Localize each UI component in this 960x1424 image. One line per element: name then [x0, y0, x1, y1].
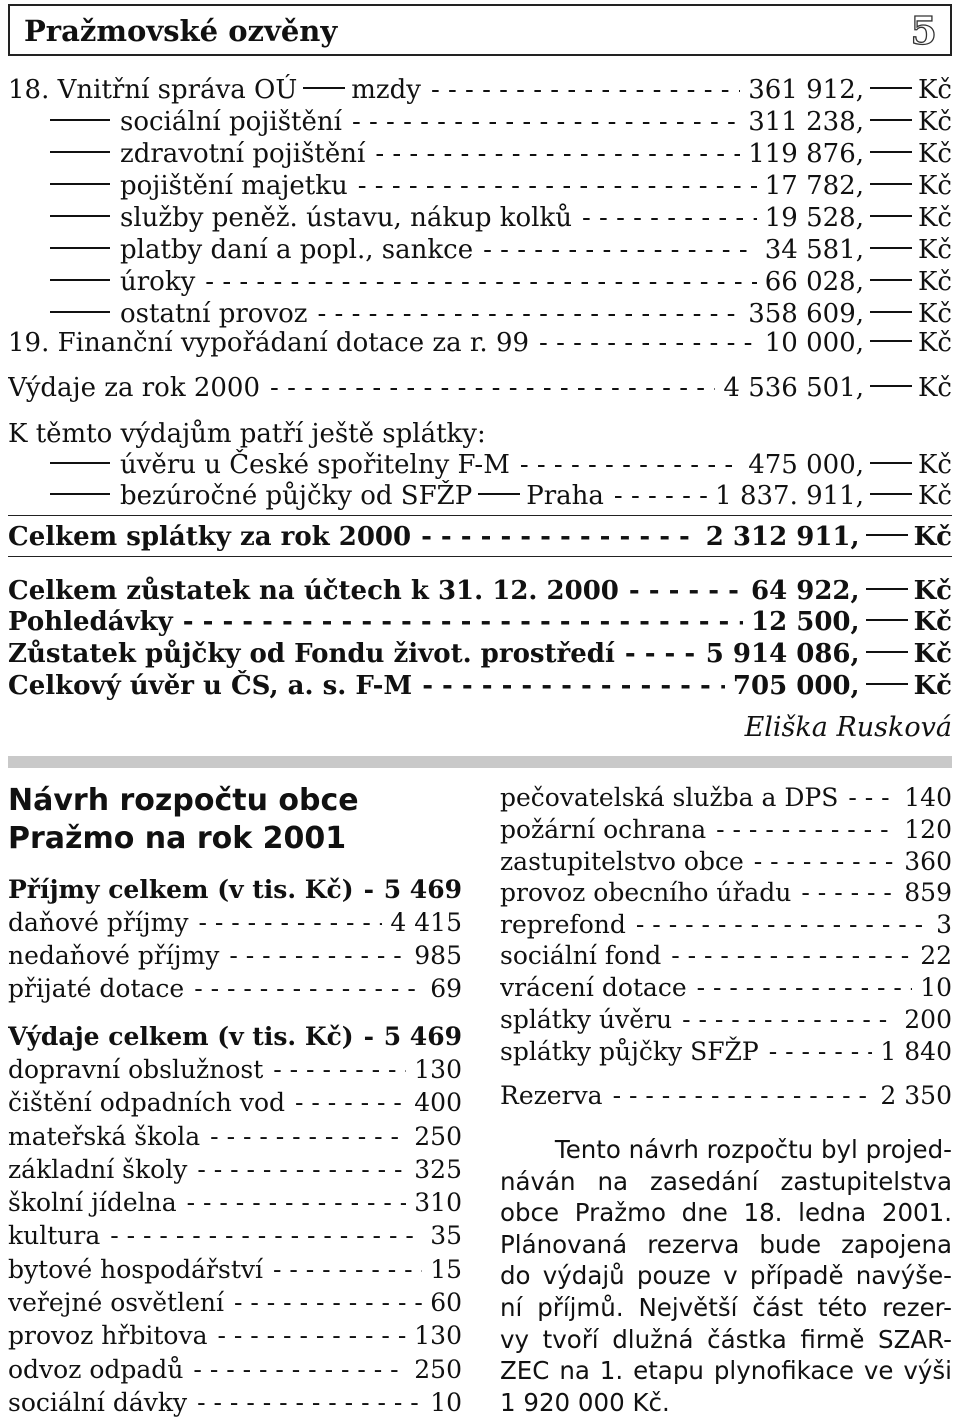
expense-row: [50, 202, 952, 234]
expense-row: [8, 1187, 462, 1219]
row-label: Celkový úvěr u ČS, a. s. F-M: [8, 671, 413, 701]
amount: 12 500,: [751, 607, 860, 637]
budget-note: [500, 1134, 952, 1418]
row-label: provoz hřbitova: [8, 1321, 208, 1350]
amount: 17 782,: [764, 171, 864, 201]
currency: Kč: [918, 299, 952, 329]
expense-row: [500, 814, 952, 846]
row-label: zastupitelstvo obce: [500, 847, 744, 876]
amount: 130: [414, 1055, 462, 1084]
row-label: Výdaje za rok 2000: [8, 373, 261, 403]
expense-row: [50, 138, 952, 170]
row-label: odvoz odpadů: [8, 1355, 184, 1384]
expense-total-row: [8, 1021, 462, 1053]
divider: [8, 515, 952, 516]
row-label: Pohledávky: [8, 607, 173, 637]
expense-row-wages: [8, 74, 952, 106]
leader-dashes: [234, 1287, 422, 1319]
row-label: sociální pojištění: [120, 107, 342, 137]
balance-row: [8, 606, 952, 638]
leader-dashes: [614, 480, 707, 512]
note-line: do výdajů pouze v případě navýše-: [500, 1261, 952, 1291]
note-line: obce Pražmo dne 18. ledna 2001.: [500, 1198, 952, 1228]
row-label: ostatní provoz: [120, 299, 308, 329]
row-label: 19. Finanční vypořádaní dotace za r. 99: [8, 328, 530, 358]
currency: Kč: [918, 267, 952, 297]
expense-row: [8, 1287, 462, 1319]
dash-mark: [50, 493, 110, 495]
amount: 34 581,: [764, 235, 864, 265]
budget-title-line2: Pražmo na rok 2001: [8, 821, 347, 856]
currency: Kč: [918, 373, 952, 403]
leader-dashes: [422, 670, 725, 702]
divider: [8, 556, 952, 557]
row-label: školní jídelna: [8, 1188, 177, 1217]
dash-mark: [50, 151, 110, 153]
dash-mark: [50, 119, 110, 121]
leader-dashes: [769, 1036, 873, 1068]
item-sublabel: mzdy: [351, 75, 421, 105]
leader-dashes: [273, 1254, 422, 1286]
currency: Kč: [918, 481, 952, 511]
expense-row: [50, 298, 952, 330]
leader-dashes: [229, 940, 406, 972]
row-label: zdravotní pojištění: [120, 139, 366, 169]
income-total-row: [8, 874, 462, 906]
expenses-total-row: [8, 372, 952, 404]
reserve-row: [500, 1080, 952, 1112]
expense-row: [500, 846, 952, 878]
dash-mark: [870, 247, 912, 249]
leader-dashes: [210, 1121, 406, 1153]
currency: Kč: [918, 203, 952, 233]
leader-dashes: [848, 782, 896, 814]
amount: 361 912,: [748, 75, 864, 105]
dash-mark: [50, 183, 110, 185]
amount: 475 000,: [748, 450, 864, 480]
row-label: nedaňové příjmy: [8, 941, 220, 970]
income-row: [8, 940, 462, 972]
author-signature: Eliška Rusková: [744, 712, 952, 743]
budget-title-line1: Návrh rozpočtu obce: [8, 783, 359, 818]
leader-dashes: [625, 638, 698, 670]
leader-dashes: [364, 1021, 376, 1053]
row-label: kultura: [8, 1221, 101, 1250]
expense-row: [8, 1254, 462, 1286]
row-label: platby daní a popl., sankce: [120, 235, 474, 265]
leader-dashes: [198, 907, 382, 939]
repayments-intro: K těmto výdajům patří ještě splátky:: [8, 419, 486, 449]
leader-dashes: [197, 1387, 422, 1419]
amount: 985: [414, 941, 462, 970]
amount: 400: [414, 1088, 462, 1117]
row-label: pečovatelská služba a DPS: [500, 783, 839, 812]
amount: 120: [904, 815, 952, 844]
amount: 69: [430, 974, 462, 1003]
leader-dashes: [697, 972, 913, 1004]
currency: Kč: [913, 607, 952, 637]
expense-row: [8, 1220, 462, 1252]
amount: 15: [430, 1255, 462, 1284]
dash-mark: [870, 151, 912, 153]
currency: Kč: [918, 107, 952, 137]
row-label: bezúročné půjčky od SFŽP: [120, 481, 473, 511]
amount: 64 922,: [751, 576, 860, 606]
leader-dashes: [539, 327, 757, 359]
leader-dashes: [197, 1154, 406, 1186]
expense-row: [8, 1154, 462, 1186]
currency: Kč: [913, 639, 952, 669]
amount: 119 876,: [748, 139, 864, 169]
row-label: úroky: [120, 267, 196, 297]
leader-dashes: [317, 298, 740, 330]
dash-mark: [870, 311, 912, 313]
expense-row: [50, 234, 952, 266]
currency: Kč: [913, 671, 952, 701]
dash-mark: [50, 279, 110, 281]
leader-dashes: [754, 846, 897, 878]
currency: Kč: [918, 450, 952, 480]
row-label: veřejné osvětlení: [8, 1288, 224, 1317]
amount: 1 837. 911,: [715, 481, 864, 511]
row-label: reprefond: [500, 910, 626, 939]
leader-dashes: [671, 940, 912, 972]
currency: Kč: [913, 576, 952, 606]
expense-row: [500, 909, 952, 941]
leader-dashes: [273, 1054, 406, 1086]
amount: 35: [430, 1221, 462, 1250]
amount: 140: [904, 783, 952, 812]
dash-mark: [866, 619, 908, 621]
balance-row: [8, 575, 952, 607]
amount: 130: [414, 1321, 462, 1350]
dash-mark: [870, 340, 912, 342]
amount: 10: [920, 973, 952, 1002]
row-label: splátky půjčky SFŽP: [500, 1037, 759, 1066]
expense-row: [50, 266, 952, 298]
row-label: čištění odpadních vod: [8, 1088, 286, 1117]
dash-mark: [870, 279, 912, 281]
leader-dashes: [205, 266, 756, 298]
amount: 705 000,: [732, 671, 860, 701]
expense-row: [8, 1121, 462, 1153]
expense-row-grant-settlement: [8, 327, 952, 359]
amount: 358 609,: [748, 299, 864, 329]
amount: 4 536 501,: [723, 373, 864, 403]
leader-dashes: [364, 874, 376, 906]
row-label: sociální dávky: [8, 1388, 188, 1417]
balance-row: [8, 638, 952, 670]
repayment-row: [50, 449, 952, 481]
leader-dashes: [358, 170, 757, 202]
leader-dashes: [187, 1187, 407, 1219]
amount: 4 415: [390, 908, 462, 937]
leader-dashes: [582, 202, 757, 234]
row-label: úvěru u České spořitelny F-M: [120, 450, 510, 480]
dash-mark: [866, 683, 908, 685]
row-label: bytové hospodářství: [8, 1255, 263, 1284]
amount: 311 238,: [748, 107, 864, 137]
amount: 22: [920, 941, 952, 970]
note-line: vy tvoří dlužná částka firmě SZAR-: [500, 1324, 952, 1354]
leader-dashes: [520, 449, 740, 481]
row-sublabel: Praha: [526, 481, 604, 511]
leader-dashes: [110, 1220, 422, 1252]
balance-row: [8, 670, 952, 702]
currency: Kč: [918, 171, 952, 201]
amount: 250: [414, 1355, 462, 1384]
currency: Kč: [913, 522, 952, 552]
newsletter-title: Pražmovské ozvěny: [24, 14, 338, 48]
row-label: Celkem splátky za rok 2000: [8, 522, 412, 552]
leader-dashes: [183, 606, 743, 638]
dash-mark: [866, 588, 908, 590]
amount: 60: [430, 1288, 462, 1317]
income-row: [8, 907, 462, 939]
currency: Kč: [918, 328, 952, 358]
dash-mark: [870, 215, 912, 217]
note-line: ní příjmů. Největší část této rezer-: [500, 1292, 952, 1322]
amount: 3: [936, 910, 952, 939]
expense-row: [500, 782, 952, 814]
dash-mark: [303, 87, 345, 89]
leader-dashes: [801, 877, 896, 909]
note-line: Tento návrh rozpočtu byl projed-: [554, 1135, 952, 1164]
expense-row: [8, 1354, 462, 1386]
expense-row: [8, 1320, 462, 1352]
leader-dashes: [352, 106, 740, 138]
row-label: Rezerva: [500, 1081, 603, 1110]
row-label: dopravní obslužnost: [8, 1055, 264, 1084]
amount: 325: [414, 1155, 462, 1184]
amount: 310: [414, 1188, 462, 1217]
note-line: 1 920 000 Kč.: [500, 1387, 670, 1417]
row-label: základní školy: [8, 1155, 188, 1184]
dash-mark: [870, 493, 912, 495]
dash-mark: [478, 493, 520, 495]
row-label: vrácení dotace: [500, 973, 687, 1002]
leader-dashes: [217, 1320, 406, 1352]
currency: Kč: [918, 75, 952, 105]
amount: 1 840: [880, 1037, 952, 1066]
currency: Kč: [918, 139, 952, 169]
dash-mark: [50, 311, 110, 313]
expense-row: [50, 170, 952, 202]
section-divider-bar: [8, 756, 952, 768]
row-label: Zůstatek půjčky od Fondu život. prostředí: [8, 639, 615, 669]
expense-row: [8, 1387, 462, 1419]
dash-mark: [866, 651, 908, 653]
amount: 2 312 911,: [705, 522, 860, 552]
dash-mark: [870, 385, 912, 387]
amount: 66 028,: [764, 267, 864, 297]
dash-mark: [870, 87, 912, 89]
dash-mark: [866, 534, 908, 536]
row-label: mateřská škola: [8, 1122, 201, 1151]
note-line: Plánovaná rezerva bude zapojena: [500, 1229, 952, 1259]
amount: 10 000,: [764, 328, 864, 358]
row-label: provoz obecního úřadu: [500, 878, 792, 907]
row-label: Celkem zůstatek na účtech k 31. 12. 2000: [8, 576, 619, 606]
leader-dashes: [431, 74, 740, 106]
amount: 5 469: [383, 875, 462, 904]
leader-dashes: [483, 234, 757, 266]
row-label: daňové příjmy: [8, 908, 189, 937]
row-label: pojištění majetku: [120, 171, 348, 201]
note-line: náván na zasedání zastupitelstva: [500, 1166, 952, 1196]
expense-row: [500, 940, 952, 972]
page-header: [8, 4, 952, 56]
leader-dashes: [682, 1004, 896, 1036]
amount: 360: [904, 847, 952, 876]
leader-dashes: [629, 575, 743, 607]
leader-dashes: [421, 521, 698, 553]
row-label: Příjmy celkem (v tis. Kč): [8, 875, 354, 904]
dash-mark: [870, 462, 912, 464]
amount: 250: [414, 1122, 462, 1151]
amount: 859: [904, 878, 952, 907]
amount: 5 914 086,: [705, 639, 860, 669]
row-label: sociální fond: [500, 941, 662, 970]
item-label: 18. Vnitřní správa OÚ: [8, 75, 298, 105]
expense-row: [8, 1054, 462, 1086]
note-line: ZEC na 1. etapu plynofikace ve výši: [500, 1356, 952, 1386]
amount: 200: [904, 1005, 952, 1034]
leader-dashes: [194, 973, 422, 1005]
dash-mark: [50, 247, 110, 249]
repayments-total-row: [8, 521, 952, 553]
row-label: splátky úvěru: [500, 1005, 673, 1034]
page-number: 5: [910, 8, 938, 53]
amount: 5 469: [383, 1022, 462, 1051]
leader-dashes: [613, 1080, 873, 1112]
expense-row: [500, 972, 952, 1004]
dash-mark: [870, 183, 912, 185]
repayment-row: [50, 480, 952, 512]
dash-mark: [870, 119, 912, 121]
leader-dashes: [295, 1087, 406, 1119]
income-row: [8, 973, 462, 1005]
row-label: požární ochrana: [500, 815, 707, 844]
row-label: Výdaje celkem (v tis. Kč): [8, 1022, 354, 1051]
amount: 2 350: [880, 1081, 952, 1110]
leader-dashes: [716, 814, 896, 846]
amount: 10: [430, 1388, 462, 1417]
leader-dashes: [375, 138, 740, 170]
expense-row: [500, 877, 952, 909]
amount: 19 528,: [764, 203, 864, 233]
expense-row: [8, 1087, 462, 1119]
expense-row: [500, 1036, 952, 1068]
leader-dashes: [270, 372, 715, 404]
row-label: přijaté dotace: [8, 974, 185, 1003]
row-label: služby peněž. ústavu, nákup kolků: [120, 203, 572, 233]
leader-dashes: [193, 1354, 406, 1386]
expense-row: [500, 1004, 952, 1036]
dash-mark: [50, 215, 110, 217]
currency: Kč: [918, 235, 952, 265]
leader-dashes: [636, 909, 928, 941]
dash-mark: [50, 462, 110, 464]
expense-row: [50, 106, 952, 138]
